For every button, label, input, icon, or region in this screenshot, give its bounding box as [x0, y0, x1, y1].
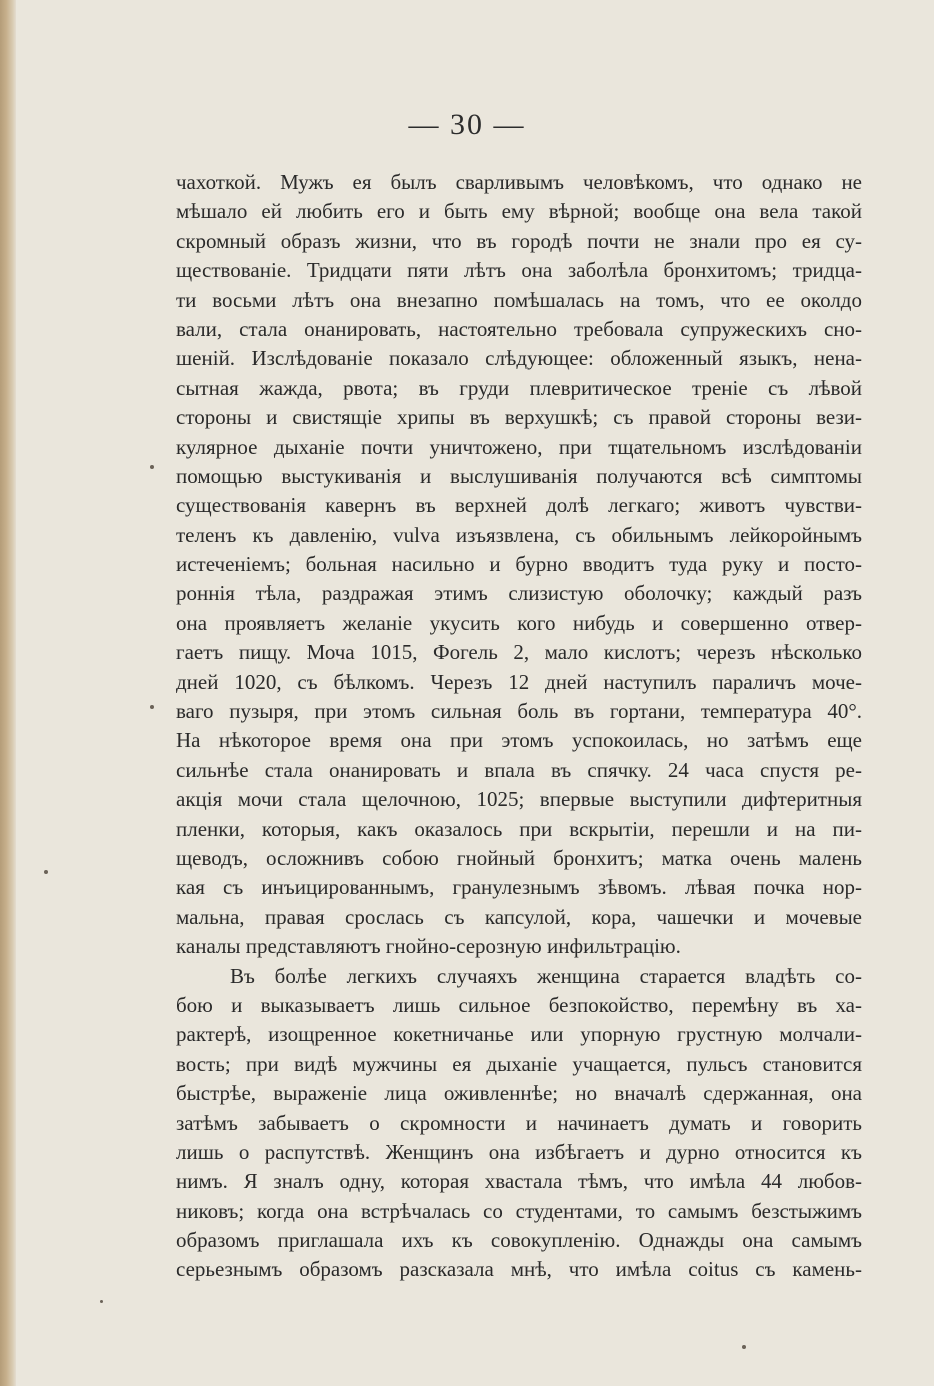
- text-line: сильнѣе стала онанировать и впала въ спячку. 24 часа спустя ре-: [176, 757, 862, 782]
- paragraphs: [176, 168, 862, 1285]
- paper-speck: [150, 465, 154, 469]
- text-line: лишь о распутствѣ. Женщинъ она избѣгаетъ и дурно относится къ: [176, 1139, 862, 1164]
- text-line: существованія кавернъ въ верхней долѣ легкаго; животъ чувстви-: [176, 493, 862, 518]
- text-line: помощью выстукиванія и выслушиванія получаются всѣ симптомы: [176, 463, 862, 488]
- text-line: чахоткой. Мужъ ея былъ сварливымъ человѣкомъ, что однако не: [176, 170, 862, 194]
- text-line: ти восьми лѣтъ она внезапно помѣшалась на томъ, что ее околдо: [176, 287, 862, 312]
- text-line: шеній. Изслѣдованіе показало слѣдующее: обложенный языкъ, нена-: [176, 346, 862, 371]
- paper-speck: [150, 705, 154, 709]
- text-line: вали, стала онанировать, настоятельно требовала супружескихъ сно-: [176, 316, 862, 341]
- text-line: кулярное дыханіе почти уничтожено, при тщательномъ изслѣдованіи: [176, 434, 862, 459]
- paper-speck: [742, 1345, 746, 1349]
- text-line: затѣмъ забываетъ о скромности и начинаетъ думать и говорить: [176, 1110, 862, 1135]
- text-line: кая съ инъицированнымъ, гранулезнымъ зѣвомъ. лѣвая почка нор-: [176, 875, 862, 900]
- page-spine-shadow: [0, 0, 16, 1386]
- text-line: истеченіемъ; больная насильно и бурно вводитъ туда руку и посто-: [176, 552, 862, 577]
- text-line: сытная жажда, рвота; въ груди плевритическое треніе съ лѣвой: [176, 375, 862, 400]
- text-line: она проявляетъ желаніе укусить кого нибудь и совершенно отвер-: [176, 610, 862, 635]
- paragraph: [176, 962, 862, 1285]
- text-line: роннія тѣла, раздражая этимъ слизистую оболочку; каждый разъ: [176, 581, 862, 606]
- text-line: бою и выказываетъ лишь сильное безпокойство, перемѣну въ ха-: [176, 992, 862, 1017]
- text-line: акція мочи стала щелочною, 1025; впервые выступили дифтеритныя: [176, 787, 862, 812]
- text-line: скромный образъ жизни, что въ городѣ почти не знали про ея су-: [176, 228, 862, 253]
- text-line: мѣшало ей любить его и быть ему вѣрной; вообще она вела такой: [176, 199, 862, 224]
- text-line: рактерѣ, изощренное кокетничанье или упорную грустную молчали-: [176, 1022, 862, 1047]
- text-line: дней 1020, съ бѣлкомъ. Черезъ 12 дней наступилъ параличъ моче-: [176, 669, 862, 694]
- text-line: образомъ приглашала ихъ къ совокупленію. Однажды она самымъ: [176, 1228, 862, 1253]
- body-text: [176, 168, 862, 1285]
- text-line: ществованіе. Тридцати пяти лѣтъ она заболѣла бронхитомъ; тридца-: [176, 258, 862, 283]
- paper-speck: [100, 1300, 103, 1303]
- text-line: каналы представляютъ гнойно-серозную инфильтрацію.: [176, 934, 681, 959]
- text-line: гаетъ пищу. Моча 1015, Фогель 2, мало кислотъ; черезъ нѣсколько: [176, 640, 862, 665]
- text-line: серьезнымъ образомъ разсказала мнѣ, что имѣла coitus съ камень-: [176, 1257, 862, 1282]
- text-line: вость; при видѣ мужчины ея дыханіе учащается, пульсъ становится: [176, 1051, 862, 1076]
- text-line: никовъ; когда она встрѣчалась со студентами, то самымъ безстыжимъ: [176, 1198, 862, 1223]
- text-line: ваго пузыря, при этомъ сильная боль въ гортани, температура 40°.: [176, 699, 862, 724]
- text-line: теленъ къ давленію, vulva изъязвлена, съ обильнымъ лейкоройнымъ: [176, 522, 862, 547]
- text-line: пленки, которыя, какъ оказалось при вскрытіи, перешли и на пи-: [176, 816, 862, 841]
- text-line: мальна, правая срослась съ капсулой, кора, чашечки и мочевые: [176, 904, 862, 929]
- paragraph: [176, 168, 862, 962]
- text-line: На нѣкоторое время она при этомъ успокоилась, но затѣмъ еще: [176, 728, 862, 753]
- text-line: быстрѣе, выраженіе лица оживленнѣе; но вначалѣ сдержанная, она: [176, 1081, 862, 1106]
- text-line: Въ болѣе легкихъ случаяхъ женщина старается владѣть со-: [230, 963, 862, 988]
- text-line: стороны и свистящіе хрипы въ верхушкѣ; съ правой стороны вези-: [176, 405, 862, 430]
- paper-speck: [44, 870, 48, 874]
- page-number: — 30 —: [408, 108, 526, 141]
- text-line: щеводъ, осложнивъ собою гнойный бронхитъ; матка очень малень: [176, 845, 862, 870]
- text-line: нимъ. Я зналъ одну, которая хвастала тѣмъ, что имѣла 44 любов-: [176, 1169, 862, 1194]
